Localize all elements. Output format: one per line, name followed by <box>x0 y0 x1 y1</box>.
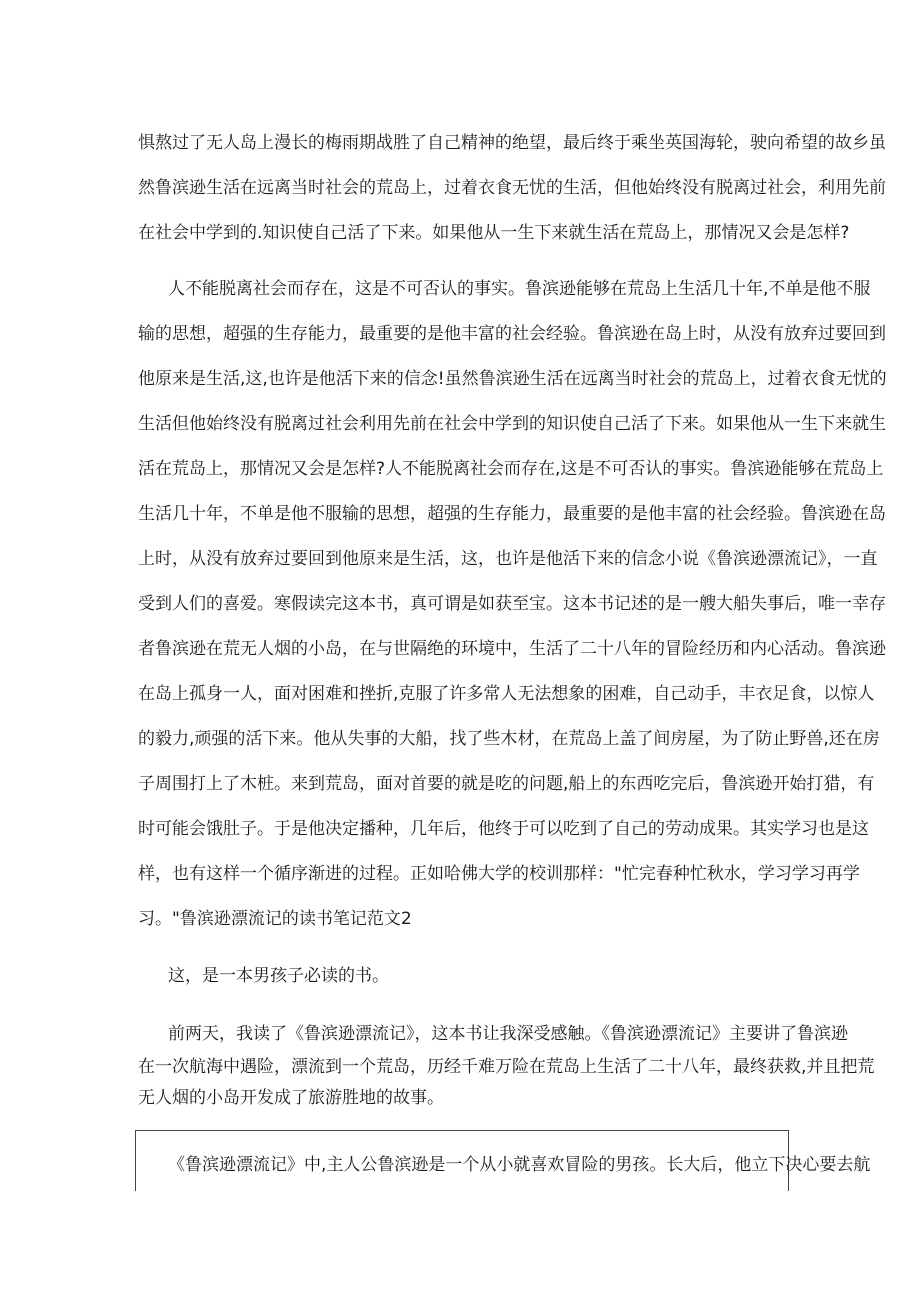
paragraph-line: 样，也有这样一个循序渐进的过程。正如哈佛大学的校训那样："忙完春种忙秋水，学习学习再学 <box>138 864 860 884</box>
paragraph-line: 者鲁滨逊在荒无人烟的小岛，在与世隔绝的环境中，生活了二十八年的冒险经历和内心活动。鲁滨逊 <box>138 639 886 659</box>
paragraph-line: 这，是一本男孩子必读的书。 <box>168 966 389 986</box>
paragraph-line: 子周围打上了木桩。来到荒岛，面对首要的就是吃的问题,船上的东西吃完后，鲁滨逊开始打猎，有 <box>138 774 875 794</box>
paragraph-line: 生活但他始终没有脱离过社会利用先前在社会中学到的知识使自己活了下来。如果他从一生下来就生 <box>138 414 886 434</box>
paragraph-line: 输的思想，超强的生存能力，最重要的是他丰富的社会经验。鲁滨逊在岛上时，从没有放弃过要回到 <box>138 324 886 344</box>
paragraph-line: 然鲁滨逊生活在远离当时社会的荒岛上，过着衣食无忧的生活，但他始终没有脱离过社会，利用先前 <box>138 178 886 198</box>
paragraph-line: 他原来是生活,这,也许是他活下来的信念!虽然鲁滨逊生活在远离当时社会的荒岛上，过着衣食无忧的 <box>138 369 887 389</box>
paragraph-line: 在岛上孤身一人，面对困难和挫折,克服了许多常人无法想象的困难，自己动手，丰衣足食，以惊人 <box>138 684 875 704</box>
paragraph-line: 受到人们的喜爱。寒假读完这本书，真可谓是如获至宝。这本书记述的是一艘大船失事后，唯一幸存 <box>138 594 886 614</box>
paragraph-line: 人不能脱离社会而存在，这是不可否认的事实。鲁滨逊能够在荒岛上生活几十年,不单是他不服 <box>168 279 871 299</box>
paragraph-line: 习。"鲁滨逊漂流记的读书笔记范文2 <box>138 909 412 929</box>
paragraph-line: 无人烟的小岛开发成了旅游胜地的故事。 <box>138 1088 444 1108</box>
paragraph-line: 前两天，我读了《鲁滨逊漂流记》，这本书让我深受感触。《鲁滨逊漂流记》主要讲了鲁滨逊 <box>168 1024 848 1044</box>
paragraph-line: 生活几十年，不单是他不服输的思想，超强的生存能力，最重要的是他丰富的社会经验。鲁滨逊在岛 <box>138 504 886 524</box>
paragraph-line: 上时，从没有放弃过要回到他原来是生活，这，也许是他活下来的信念小说《鲁滨逊漂流记》，一直 <box>138 549 878 569</box>
paragraph-line: 在社会中学到的.知识使自己活了下来。如果他从一生下来就生活在荒岛上，那情况又会是怎样? <box>138 223 850 243</box>
paragraph-line: 的毅力,顽强的活下来。他从失事的大船，找了些木材，在荒岛上盖了间房屋，为了防止野兽,还在房 <box>138 729 880 749</box>
paragraph-line: 在一次航海中遇险，漂流到一个荒岛，历经千难万险在荒岛上生活了二十八年，最终获救,并且把荒 <box>138 1057 875 1077</box>
paragraph-line: 《鲁滨逊漂流记》中,主人公鲁滨逊是一个从小就喜欢冒险的男孩。长大后，他立下决心要去航 <box>168 1155 871 1175</box>
paragraph-line: 活在荒岛上，那情况又会是怎样?人不能脱离社会而存在,这是不可否认的事实。鲁滨逊能够在荒岛上 <box>138 459 884 479</box>
paragraph-line: 时可能会饿肚子。于是他决定播种，几年后，他终于可以吃到了自己的劳动成果。其实学习也是这 <box>138 819 869 839</box>
paragraph-line: 惧熬过了无人岛上漫长的梅雨期战胜了自己精神的绝望，最后终于乘坐英国海轮，驶向希望的故乡虽 <box>138 133 886 153</box>
